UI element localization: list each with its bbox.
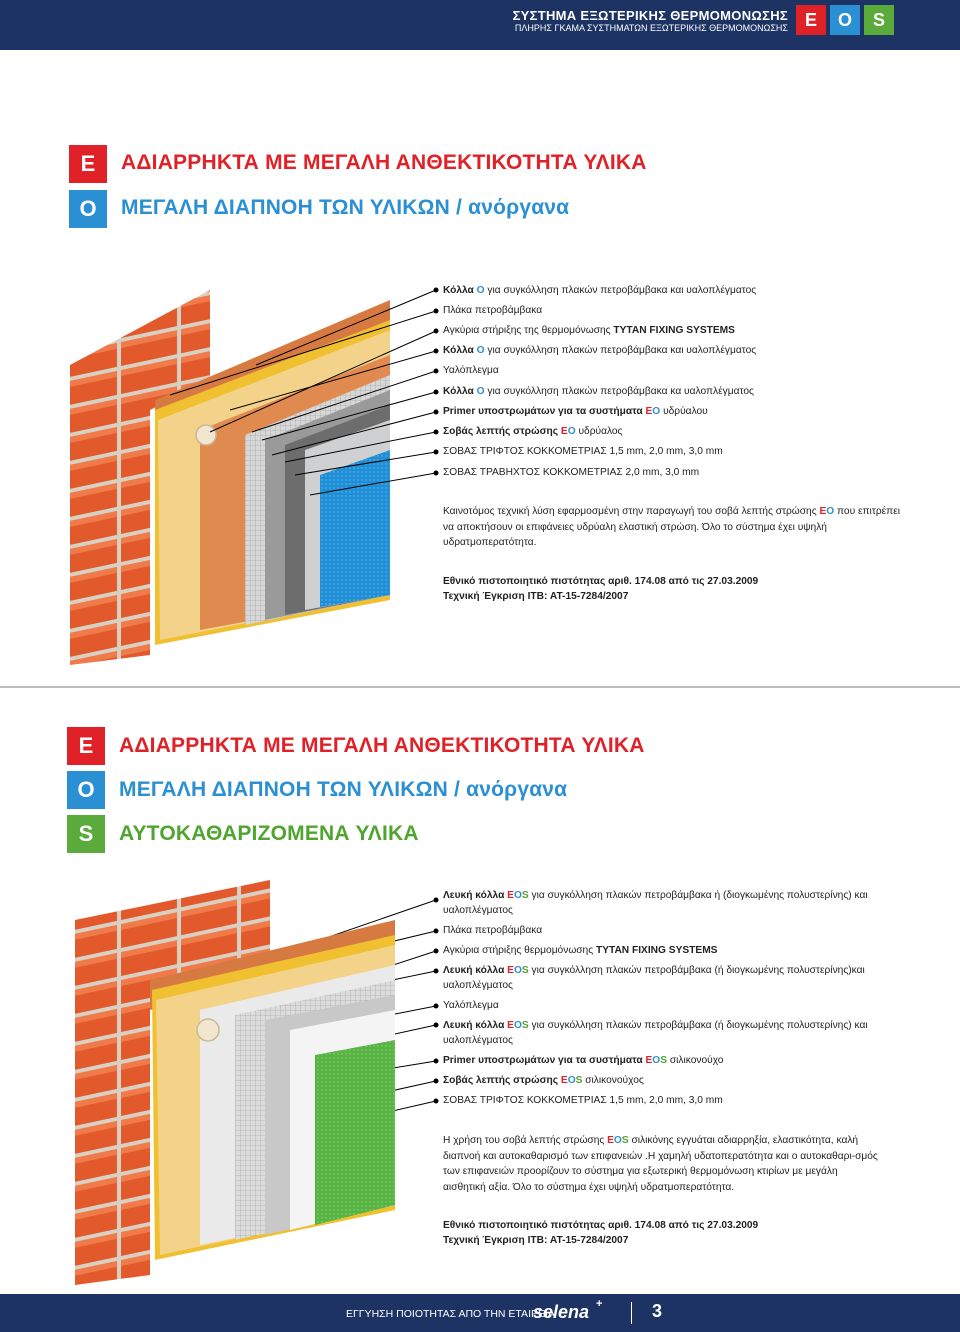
- plaster-layer-2: [315, 1040, 395, 1225]
- label-thin-plaster: Σοβάς λεπτής στρώσης EO υδρύαλος: [443, 426, 623, 437]
- label-mesh: Υαλόπλεγμα: [443, 365, 499, 376]
- label-white-glue-1-cont: υαλοπλέγματος: [443, 905, 513, 916]
- footer-guarantee: ΕΓΓΥΗΣΗ ΠΟΙΟΤΗΤΑΣ ΑΠΟ ΤΗΝ ΕΤΑΙΡΕΙΑ: [346, 1308, 555, 1320]
- section1-letter-e: E: [69, 145, 107, 183]
- anchor-icon-1: [196, 425, 216, 445]
- section1-heading-o: ΜΕΓΑΛΗ ΔΙΑΠΝΟΗ ΤΩΝ ΥΛΙΚΩΝ / ανόργανα: [121, 196, 570, 219]
- wall-system-diagram-1: [60, 270, 460, 670]
- label-adhesive-o-3: Κόλλα O για συγκόλληση πλακών πετροβάμβακα κα υαλοπλέγματος: [443, 386, 754, 397]
- label-white-glue-2: Λευκή κόλλα EOS για συγκόλληση πλακών πετροβάμβακα (ή διογκωμένης πολυστερίνης)και: [443, 965, 865, 976]
- section2-heading-s: ΑΥΤΟΚΑΘΑΡΙΖΟΜΕΝΑ ΥΛΙΚΑ: [119, 822, 419, 845]
- section2-description: Η χρήση του σοβά λεπτής στρώσης EOS σιλικόνης εγγυάται αδιαρρηξία, ελαστικότητα, καλή διαπνοή και αυτοκαθαρισμό των επιφανειών .Η χαμηλή υδατοπερατότητα και ο αυτοκαθαρι-σμός των επιφανειών προορίζουν το σύστημα για εξωτερική θερμομόνωση κτιρίων με μεγάλη αισθητική αξία. Όλο το σύστημα έχει υψηλή υδρατμοπερατότητα.: [443, 1135, 878, 1193]
- label-white-glue-3-cont: υαλοπλέγματος: [443, 1035, 513, 1046]
- label-primer-2: Primer υποστρωμάτων για τα συστήματα EOS σιλικονούχο: [443, 1055, 724, 1066]
- banner-subtitle: ΠΛΗΡΗΣ ΓΚΑΜΑ ΣΥΣΤΗΜΑΤΩΝ ΕΞΩΤΕΡΙΚΗΣ ΘΕΡΜΟΜΟΝΩΣΗΣ: [514, 23, 788, 33]
- footer-separator: [631, 1302, 632, 1324]
- label-mesh-2: Υαλόπλεγμα: [443, 1000, 499, 1011]
- section1-heading-e: ΑΔΙΑΡΡΗΚΤΑ ΜΕ ΜΕΓΑΛΗ ΑΝΘΕΚΤΙΚΟΤΗΤΑ ΥΛΙΚΑ: [121, 151, 647, 174]
- label-rockwool-board-2: Πλάκα πετροβάμβακα: [443, 925, 543, 936]
- label-anchors-2: Αγκύρια στήριξης θερμομόνωσης TYTAN FIXING SYSTEMS: [443, 945, 718, 956]
- section2-letter-e: E: [67, 727, 105, 765]
- label-white-glue-2-cont: υαλοπλέγματος: [443, 980, 513, 991]
- section1-approval: Τεχνική Έγκριση ITB: AT-15-7284/2007: [443, 591, 629, 602]
- plaster-layer-1: [320, 450, 390, 607]
- section-divider: [0, 686, 960, 688]
- label-rubbed-plaster: ΣΟΒΑΣ ΤΡΙΦΤΟΣ ΚΟΚΚΟΜΕΤΡΙΑΣ 1,5 mm, 2,0 mm, 3,0 mm: [443, 446, 723, 457]
- section2-certificate: Εθνικό πιστοποιητικό πιστότητας αριθ. 174.08 από τις 27.03.2009: [443, 1220, 759, 1231]
- label-white-glue-1: Λευκή κόλλα EOS για συγκόλληση πλακών πετροβάμβακα ή (διογκωμένης πολυστερίνης) και: [443, 890, 868, 901]
- badge-s: S: [864, 5, 894, 35]
- logo-plus-icon: +: [596, 1298, 603, 1310]
- section2-heading-o: ΜΕΓΑΛΗ ΔΙΑΠΝΟΗ ΤΩΝ ΥΛΙΚΩΝ / ανόργανα: [119, 778, 568, 801]
- banner-title: ΣΥΣΤΗΜΑ ΕΞΩΤΕΡΙΚΗΣ ΘΕΡΜΟΜΟΝΩΣΗΣ: [512, 8, 788, 23]
- label-thin-plaster-2: Σοβάς λεπτής στρώσης EOS σιλικονούχος: [443, 1075, 644, 1086]
- anchor-icon-2: [197, 1019, 219, 1041]
- badge-o: O: [830, 5, 860, 35]
- wall-system-diagram-2: [60, 880, 460, 1290]
- label-anchors: Αγκύρια στήριξης της θερμομόνωσης TYTAN FIXING SYSTEMS: [443, 325, 735, 336]
- label-adhesive-o-1: Κόλλα O για συγκόλληση πλακών πετροβάμβακα και υαλοπλέγματος: [443, 285, 757, 296]
- label-drawn-plaster: ΣΟΒΑΣ ΤΡΑΒΗΧΤΟΣ ΚΟΚΚΟΜΕΤΡΙΑΣ 2,0 mm, 3,0 mm: [443, 467, 700, 478]
- label-white-glue-3: Λευκή κόλλα EOS για συγκόλληση πλακών πετροβάμβακα (ή διογκωμένης πολυστερίνης) και: [443, 1020, 868, 1031]
- section2-letter-o: O: [67, 771, 105, 809]
- top-banner: [0, 0, 960, 50]
- label-primer: Primer υποστρωμάτων για τα συστήματα EO υδρύαλου: [443, 406, 708, 417]
- footer-bar: [0, 1294, 960, 1332]
- label-adhesive-o-2: Κόλλα O για συγκόλληση πλακών πετροβάμβακα και υαλοπλέγματος: [443, 345, 757, 356]
- section2-letter-s: S: [67, 815, 105, 853]
- section2-approval: Τεχνική Έγκριση ITB: AT-15-7284/2007: [443, 1235, 629, 1246]
- selena-logo: selena: [533, 1302, 590, 1322]
- section1-description: Καινοτόμος τεχνική λύση εφαρμοσμένη στην παραγωγή του σοβά λεπτής στρώσης EO που επιτρέπει να αποκτήσουν οι επιφάνειες υδρύαλη ελαστική στρώση. Όλο το σύστημα έχει υψηλή υδρατμοπερατότητα.: [443, 506, 901, 548]
- section1-letter-o: O: [69, 190, 107, 228]
- label-rockwool-board: Πλάκα πετροβάμβακα: [443, 305, 543, 316]
- section1-certificate: Εθνικό πιστοποιητικό πιστότητας αριθ. 174.08 από τις 27.03.2009: [443, 576, 759, 587]
- section2-heading-e: ΑΔΙΑΡΡΗΚΤΑ ΜΕ ΜΕΓΑΛΗ ΑΝΘΕΚΤΙΚΟΤΗΤΑ ΥΛΙΚΑ: [119, 734, 645, 757]
- page-number: 3: [652, 1301, 663, 1321]
- badge-e: E: [796, 5, 826, 35]
- label-rubbed-plaster-2: ΣΟΒΑΣ ΤΡΙΦΤΟΣ ΚΟΚΚΟΜΕΤΡΙΑΣ 1,5 mm, 2,0 mm, 3,0 mm: [443, 1095, 723, 1106]
